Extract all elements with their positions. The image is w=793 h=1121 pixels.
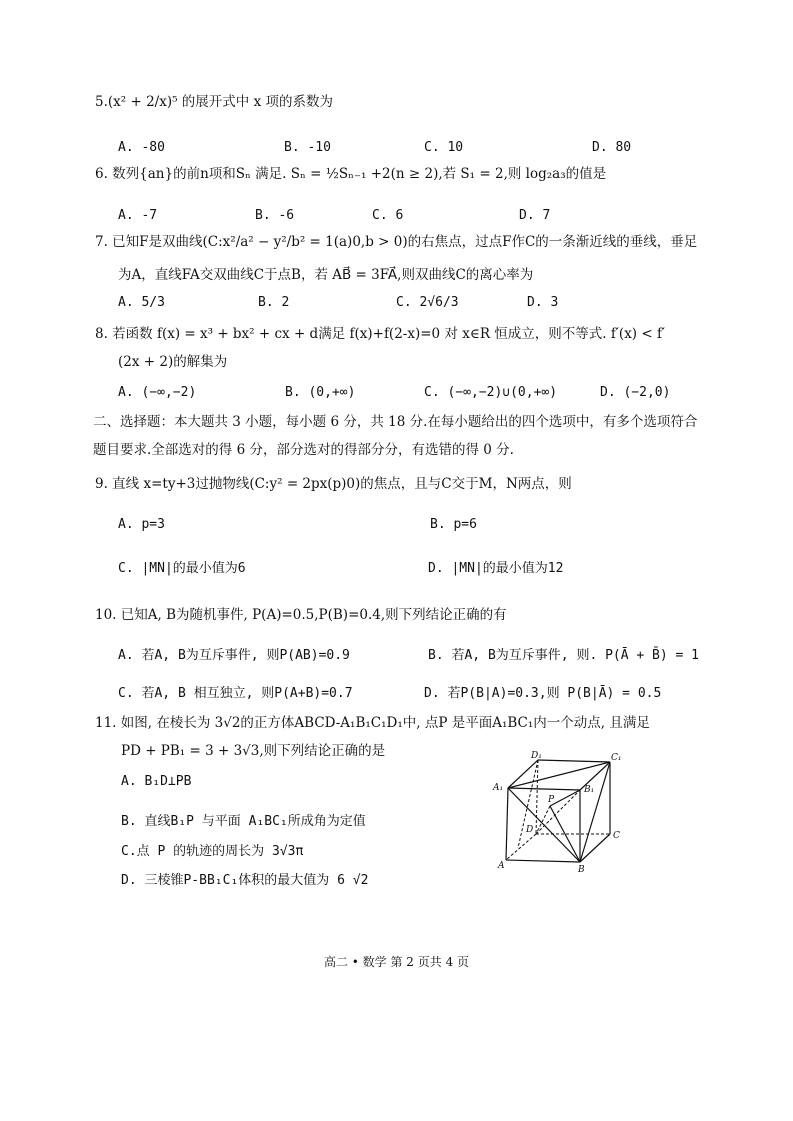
- cube-figure: [488, 748, 628, 876]
- label-d: D: [526, 825, 534, 835]
- q9-stem: 9. 直线 x=ty+3过抛物线(C:y² = 2px(p)0)的焦点，且与C交于M，N两点，则: [95, 476, 572, 492]
- q10-option-c: C. 若A, B 相互独立, 则P(A+B)=0.7: [118, 686, 353, 701]
- page-footer: 高二 • 数学 第 2 页共 4 页: [323, 955, 470, 969]
- q10-option-d: D. 若P(B|A)=0.3,则 P(B|Ā) = 0.5: [424, 686, 662, 701]
- q11-option-c: C.点 P 的轨迹的周长为 3√3π: [121, 844, 304, 859]
- q10-option-a: A. 若A, B为互斥事件, 则P(AB)=0.9: [118, 648, 350, 663]
- q6-option-a: A. -7: [118, 208, 158, 223]
- q7-option-d: D. 3: [527, 295, 559, 310]
- q7-option-c: C. 2√6/3: [396, 295, 459, 310]
- q5-stem: 5.(x² + 2/x)⁵ 的展开式中 x 项的系数为: [95, 94, 333, 110]
- q5-option-c: C. 10: [424, 140, 464, 155]
- label-b1: B₁: [584, 785, 595, 795]
- label-c1: C₁: [611, 753, 622, 763]
- q11-stem-line2: PD + PB₁ = 3 + 3√3,则下列结论正确的是: [121, 743, 386, 759]
- label-a: A: [498, 861, 505, 871]
- q7-option-b: B. 2: [258, 295, 290, 310]
- q8-option-c: C. (−∞,−2)∪(0,+∞): [424, 385, 558, 400]
- label-d1: D₁: [531, 751, 542, 761]
- q6-option-c: C. 6: [372, 208, 404, 223]
- q9-option-d: D. |MN|的最小值为12: [428, 561, 564, 576]
- section-2-instructions: 二、选择题：本大题共 3 小题，每小题 6 分，共 18 分.在每小题给出的四个选项中，有多个选项符合题目要求.全部选对的得 6 分，部分选对的得部分分，有选错的得 0 分.: [93, 414, 698, 458]
- q5-option-d: D. 80: [592, 140, 632, 155]
- q8-option-b: B. (0,+∞): [285, 385, 356, 400]
- q10-stem: 10. 已知A, B为随机事件, P(A)=0.5,P(B)=0.4,则下列结论正确的有: [95, 607, 507, 623]
- q5-option-b: B. -10: [284, 140, 331, 155]
- q11-option-d: D. 三棱锥P-BB₁C₁体积的最大值为 6 √2: [121, 873, 369, 888]
- q6-option-d: D. 7: [519, 208, 551, 223]
- q9-option-b: B. p=6: [430, 517, 477, 532]
- q7-stem-line1: 7. 已知F是双曲线(C:x²/a² − y²/b² = 1(a)0,b > 0)的右焦点，过点F作C的一条渐近线的垂线，垂足: [95, 234, 698, 250]
- q7-stem-line2: 为A，直线FA交双曲线C于点B，若 AB⃗ = 3FA⃗,则双曲线C的离心率为: [118, 267, 534, 283]
- q8-option-a: A. (−∞,−2): [118, 385, 197, 400]
- label-a1: A₁: [493, 783, 504, 793]
- q6-option-b: B. -6: [255, 208, 295, 223]
- q9-option-c: C. |MN|的最小值为6: [118, 561, 246, 576]
- q9-option-a: A. p=3: [118, 517, 165, 532]
- q10-option-b: B. 若A, B为互斥事件, 则. P(Ā + B̄) = 1: [428, 648, 700, 663]
- q11-stem-line1: 11. 如图, 在棱长为 3√2的正方体ABCD-A₁B₁C₁D₁中, 点P 是平面A₁BC₁内一个动点, 且满足: [95, 715, 650, 731]
- q8-stem-line2: (2x + 2)的解集为: [118, 354, 228, 370]
- q11-option-a: A. B₁D⊥PB: [121, 774, 192, 789]
- q11-option-b: B. 直线B₁P 与平面 A₁BC₁所成角为定值: [121, 814, 366, 829]
- label-b: B: [578, 865, 585, 875]
- q7-option-a: A. 5/3: [118, 295, 165, 310]
- q5-option-a: A. -80: [118, 140, 165, 155]
- q8-stem-line1: 8. 若函数 f(x) = x³ + bx² + cx + d满足 f(x)+f(2-x)=0 对 x∈R 恒成立，则不等式. f′(x) < f′: [95, 326, 666, 342]
- label-c: C: [613, 831, 620, 841]
- q8-option-d: D. (−2,0): [600, 385, 671, 400]
- q6-stem: 6. 数列{an}的前n项和Sₙ 满足. Sₙ = ½Sₙ₋₁ +2(n ≥ 2),若 S₁ = 2,则 log₂a₃的值是: [95, 166, 607, 182]
- label-p: P: [548, 795, 555, 805]
- cube-diagram: [488, 748, 628, 876]
